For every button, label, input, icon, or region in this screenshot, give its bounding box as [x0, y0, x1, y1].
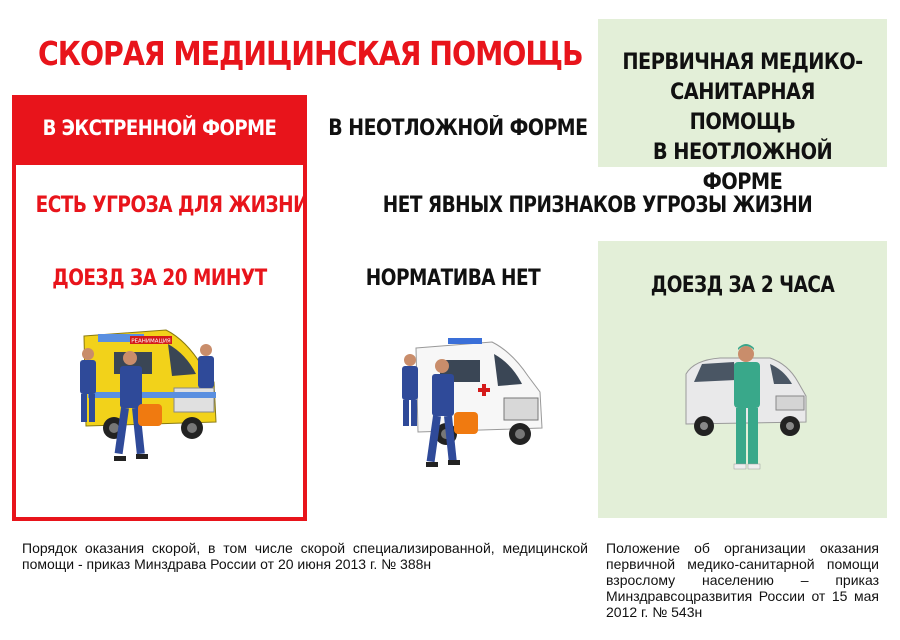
primary-arrival-label: ДОЕЗД ЗА 2 ЧАСА — [650, 273, 835, 298]
urgent-header-label: В НЕОТЛОЖНОЙ ФОРМЕ — [328, 116, 588, 141]
emergency-header-label: В ЭКСТРЕННОЙ ФОРМЕ — [42, 116, 277, 140]
emergency-arrival-label: ДОЕЗД ЗА 20 МИНУТ — [52, 266, 267, 291]
page-title: СКОРАЯ МЕДИЦИНСКАЯ ПОМОЩЬ — [38, 34, 583, 73]
ambulance-urgent-illustration — [396, 336, 546, 472]
primary-care-heading — [615, 48, 869, 198]
footer-right-note: Положение об организации оказания первичной медико-санитарной помощи взрослому населению – приказ Минздравсоцразвития России от 15 мая 2012 г. № 543н — [606, 540, 879, 620]
ambulance-sign: РЕАНИМАЦИЯ — [131, 338, 171, 345]
footer-left-note: Порядок оказания скорой, в том числе скорой специализированной, медицинской помощи - приказ Минздрава России от 20 июня 2013 г. № 388н — [22, 540, 588, 572]
emergency-threat-label: ЕСТЬ УГРОЗА ДЛЯ ЖИЗНИ — [35, 193, 309, 218]
urgent-arrival-label: НОРМАТИВА НЕТ — [365, 266, 541, 291]
primary-care-car-illustration — [680, 340, 810, 472]
no-threat-label: НЕТ ЯВНЫХ ПРИЗНАКОВ УГРОЗЫ ЖИЗНИ — [382, 193, 813, 218]
primary-care-line-2: САНИТАРНАЯ ПОМОЩЬ — [670, 80, 815, 135]
primary-care-line-1: ПЕРВИЧНАЯ МЕДИКО- — [622, 50, 863, 75]
primary-care-line-3: В НЕОТЛОЖНОЙ ФОРМЕ — [652, 140, 833, 195]
ambulance-emergency-illustration — [74, 326, 222, 466]
